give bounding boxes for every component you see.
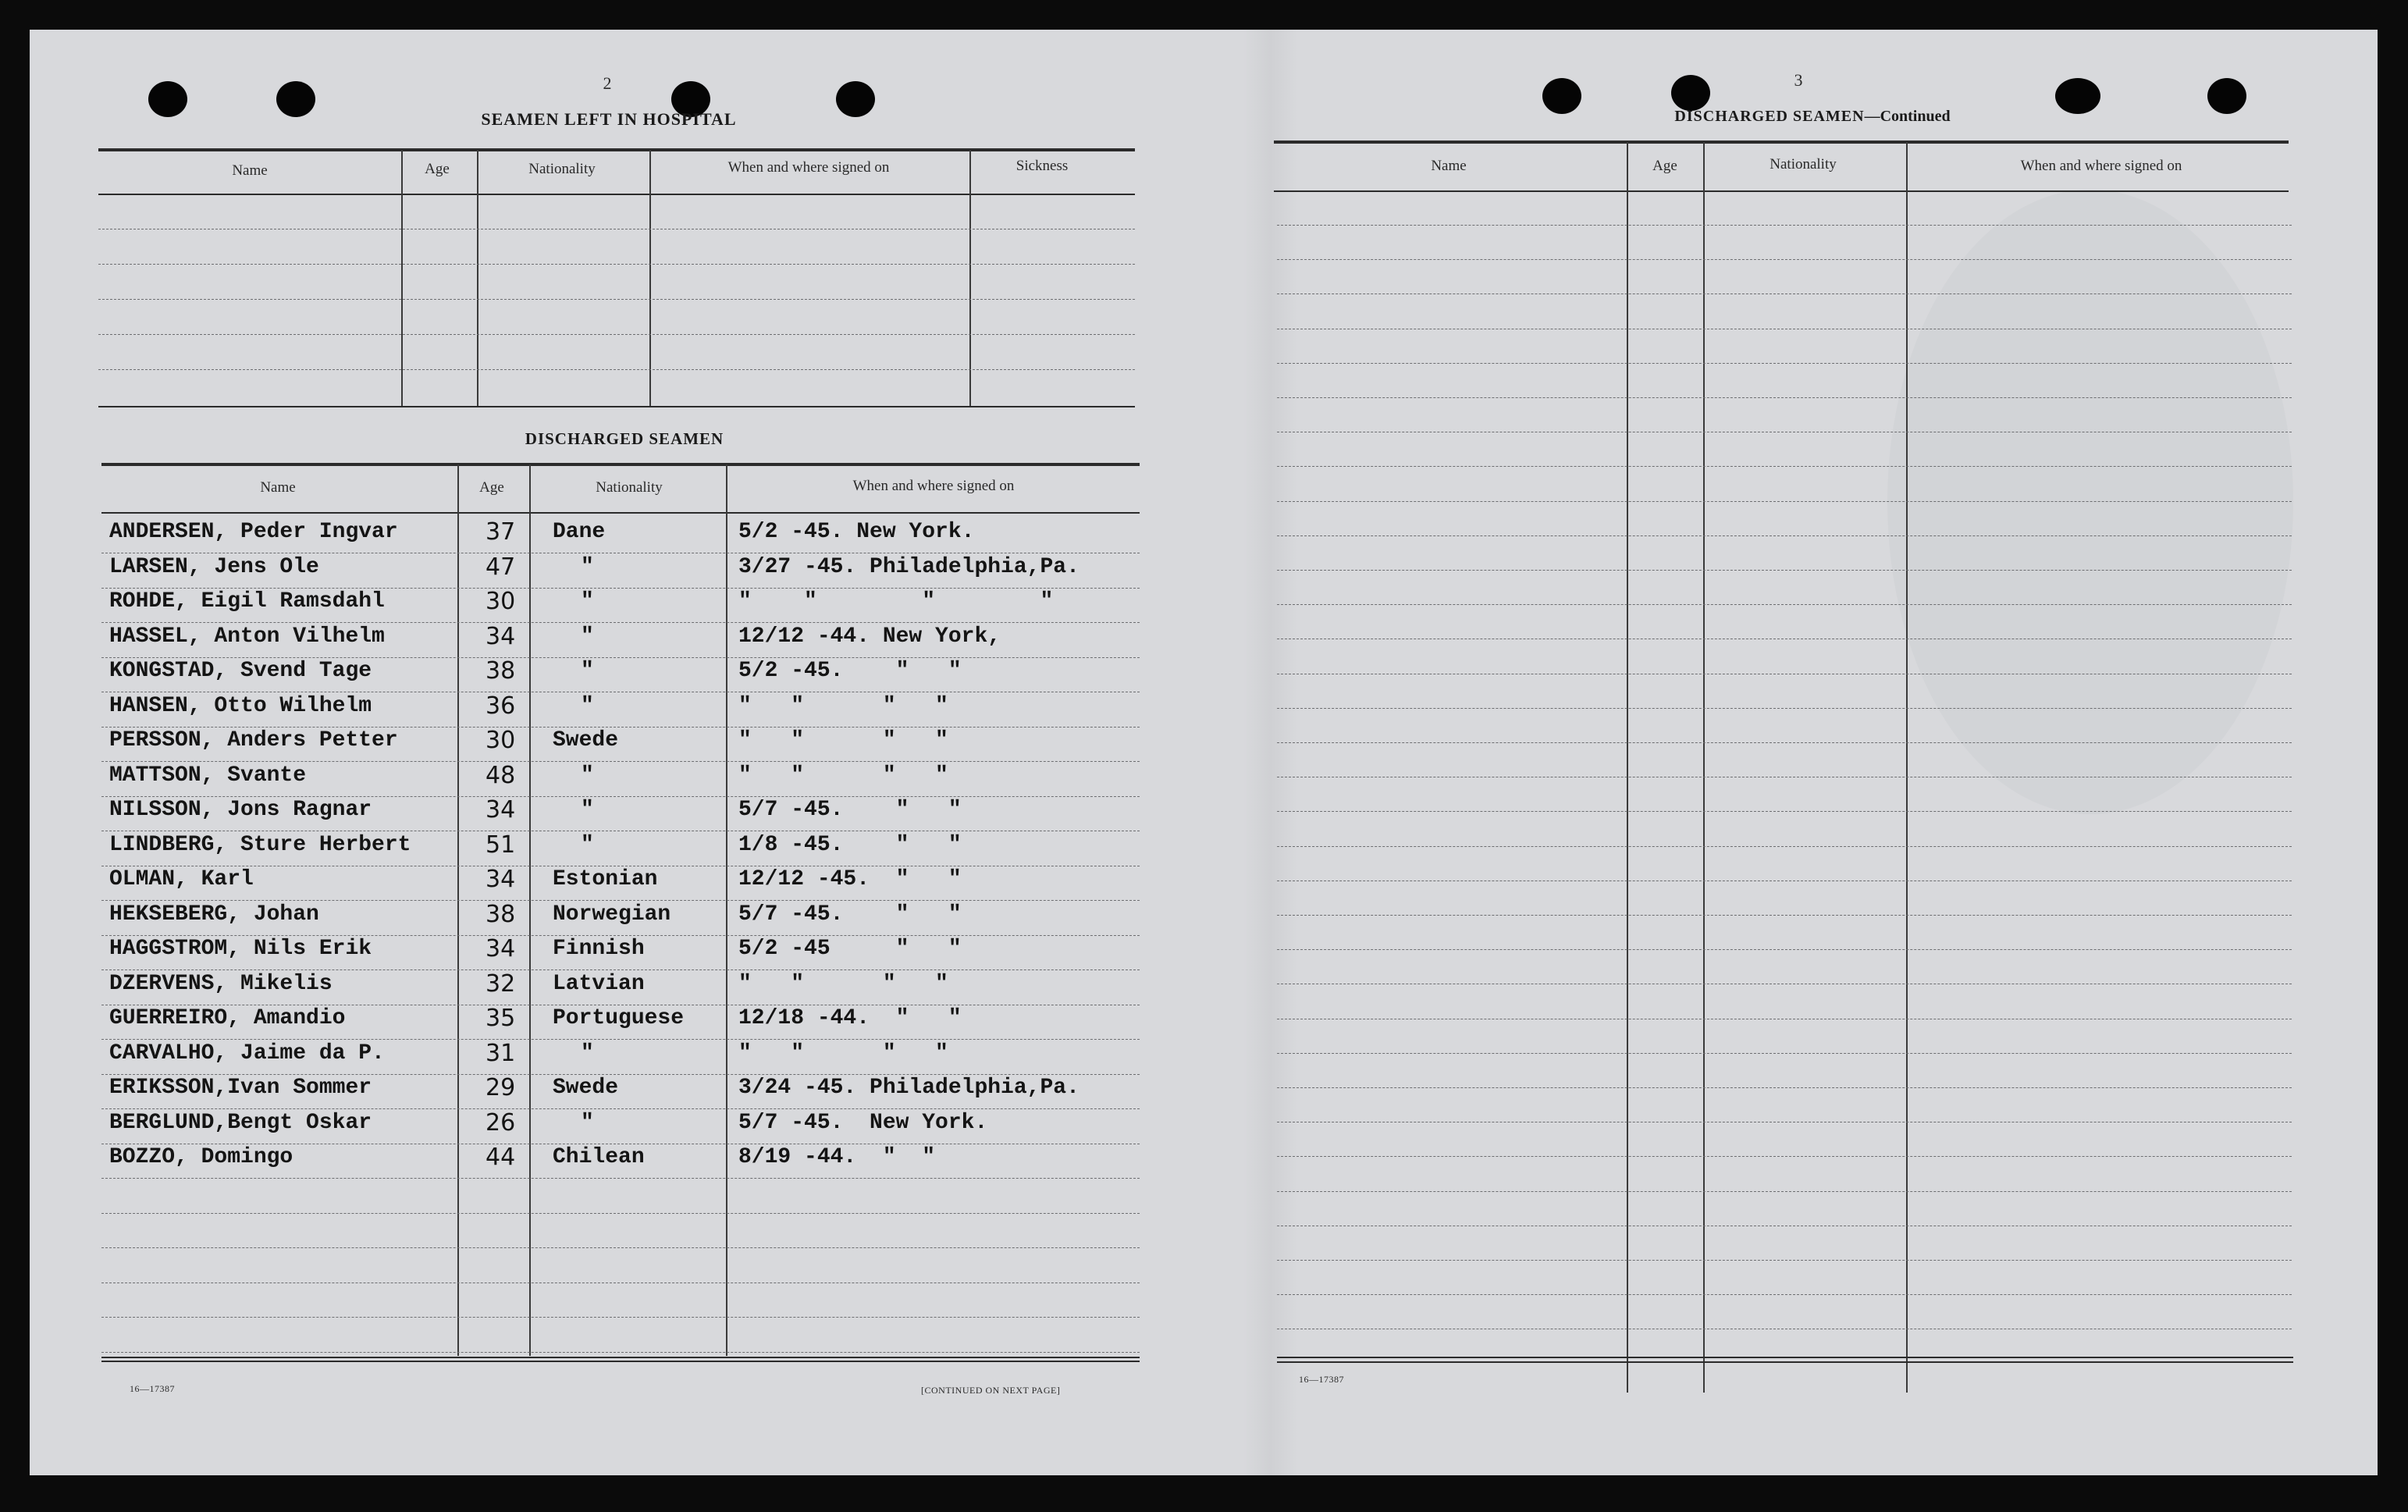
column-header-age: Age bbox=[425, 161, 450, 177]
column-header-nationality: Nationality bbox=[596, 479, 663, 496]
punch-hole bbox=[1671, 75, 1710, 111]
seaman-nationality: " bbox=[581, 589, 594, 614]
seaman-name: KONGSTAD, Svend Tage bbox=[109, 659, 372, 683]
ruling-line bbox=[101, 935, 1140, 936]
seaman-name: ROHDE, Eigil Ramsdahl bbox=[109, 589, 385, 614]
seaman-age: 47 bbox=[486, 553, 516, 581]
seaman-age: 34 bbox=[486, 623, 516, 650]
ruling-line bbox=[101, 1213, 1140, 1214]
signed-on: " " " " bbox=[738, 763, 948, 788]
signed-on: 8/19 -44. " " bbox=[738, 1145, 936, 1169]
signed-on: 5/2 -45. New York. bbox=[738, 520, 975, 544]
signed-on: 3/27 -45. Philadelphia,Pa. bbox=[738, 555, 1080, 579]
seaman-age: 51 bbox=[486, 831, 516, 859]
ruling-line bbox=[101, 1074, 1140, 1075]
column-header-age: Age bbox=[479, 479, 504, 496]
column-header-name: Name bbox=[1431, 158, 1467, 174]
column-header-name: Name bbox=[260, 479, 296, 496]
seaman-nationality: " bbox=[581, 833, 594, 857]
signed-on: " " " " bbox=[738, 728, 948, 752]
seaman-nationality: Norwegian bbox=[553, 902, 671, 927]
seaman-nationality: " bbox=[581, 1111, 594, 1135]
signed-on: " " " " bbox=[738, 1041, 948, 1066]
seaman-age: 34 bbox=[486, 935, 516, 962]
ruling-line bbox=[101, 727, 1140, 728]
seaman-age: 29 bbox=[486, 1074, 516, 1101]
ruling-line bbox=[1277, 501, 2292, 502]
seaman-age: 34 bbox=[486, 866, 516, 893]
punch-hole bbox=[2055, 78, 2100, 114]
column-header-signed-on: When and where signed on bbox=[2020, 158, 2182, 174]
seaman-name: GUERREIRO, Amandio bbox=[109, 1006, 346, 1030]
seaman-nationality: Finnish bbox=[553, 937, 645, 961]
seaman-age: 31 bbox=[486, 1040, 516, 1067]
seaman-nationality: " bbox=[581, 694, 594, 718]
ruling-line bbox=[1277, 1191, 2292, 1192]
seaman-name: ANDERSEN, Peder Ingvar bbox=[109, 520, 398, 544]
seaman-name: HAGGSTROM, Nils Erik bbox=[109, 937, 372, 961]
seaman-nationality: " bbox=[581, 763, 594, 788]
seaman-name: HANSEN, Otto Wilhelm bbox=[109, 694, 372, 718]
seaman-age: 34 bbox=[486, 796, 516, 824]
seaman-name: OLMAN, Karl bbox=[109, 867, 254, 891]
seaman-age: 37 bbox=[486, 518, 516, 546]
seaman-age: 36 bbox=[486, 692, 516, 720]
ruling-line bbox=[1277, 1053, 2292, 1054]
signed-on: " " " " bbox=[738, 972, 948, 996]
signed-on: " " " " bbox=[738, 694, 948, 718]
ruling-line bbox=[101, 1247, 1140, 1248]
column-header-signed-on: When and where signed on bbox=[852, 478, 1015, 494]
continued-note: [CONTINUED ON NEXT PAGE] bbox=[921, 1385, 1061, 1396]
discharged-section-title: DISCHARGED SEAMEN bbox=[525, 429, 724, 448]
document-sheet bbox=[30, 30, 2378, 1475]
punch-hole bbox=[1542, 78, 1581, 114]
ruling-line bbox=[101, 1178, 1140, 1179]
ruling-line bbox=[1277, 225, 2292, 226]
seaman-nationality: " bbox=[581, 1041, 594, 1066]
signed-on: 1/8 -45. " " bbox=[738, 833, 962, 857]
signed-on: 5/7 -45. " " bbox=[738, 798, 962, 822]
punch-hole bbox=[148, 81, 187, 117]
seaman-name: HASSEL, Anton Vilhelm bbox=[109, 624, 385, 649]
seaman-age: 38 bbox=[486, 901, 516, 928]
signed-on: 12/12 -45. " " bbox=[738, 867, 962, 891]
column-header-nationality: Nationality bbox=[1770, 156, 1837, 173]
ruling-line bbox=[101, 657, 1140, 658]
seaman-name: ERIKSSON,Ivan Sommer bbox=[109, 1076, 372, 1100]
seaman-name: BOZZO, Domingo bbox=[109, 1145, 293, 1169]
seaman-name: LINDBERG, Sture Herbert bbox=[109, 833, 411, 857]
ruling-line bbox=[101, 900, 1140, 901]
hospital-section-title: SEAMEN LEFT IN HOSPITAL bbox=[481, 109, 737, 129]
seaman-nationality: Latvian bbox=[553, 972, 645, 996]
signed-on: 12/18 -44. " " bbox=[738, 1006, 962, 1030]
ruling-line bbox=[1277, 1087, 2292, 1088]
ruling-line bbox=[1277, 604, 2292, 605]
ruling-line bbox=[101, 1039, 1140, 1040]
discharged-continued-title bbox=[1674, 108, 1950, 126]
seaman-name: DZERVENS, Mikelis bbox=[109, 972, 333, 996]
seaman-name: BERGLUND,Bengt Oskar bbox=[109, 1111, 372, 1135]
ruling-line bbox=[1277, 742, 2292, 743]
column-header-signed-on: When and where signed on bbox=[727, 159, 890, 176]
ruling-line bbox=[101, 588, 1140, 589]
seaman-nationality: Estonian bbox=[553, 867, 658, 891]
ruling-line bbox=[101, 622, 1140, 623]
signed-on: 5/7 -45. " " bbox=[738, 902, 962, 927]
punch-hole bbox=[2207, 78, 2246, 114]
seaman-age: 48 bbox=[486, 762, 516, 789]
page-number: 2 bbox=[603, 73, 612, 93]
ruling-line bbox=[1277, 1294, 2292, 1295]
ruling-line bbox=[101, 1317, 1140, 1318]
seaman-nationality: Swede bbox=[553, 1076, 619, 1100]
signed-on: 3/24 -45. Philadelphia,Pa. bbox=[738, 1076, 1080, 1100]
title-main: DISCHARGED SEAMEN bbox=[1674, 108, 1865, 125]
seaman-name: LARSEN, Jens Ole bbox=[109, 555, 319, 579]
ruling-line bbox=[1277, 1156, 2292, 1157]
ruling-line bbox=[101, 761, 1140, 762]
seaman-name: HEKSEBERG, Johan bbox=[109, 902, 319, 927]
seaman-age: 32 bbox=[486, 970, 516, 998]
ruling-line bbox=[101, 969, 1140, 970]
seaman-nationality: " bbox=[581, 659, 594, 683]
seaman-name: MATTSON, Svante bbox=[109, 763, 307, 788]
signed-on: 12/12 -44. New York, bbox=[738, 624, 1001, 649]
seaman-name: PERSSON, Anders Petter bbox=[109, 728, 398, 752]
ruling-line bbox=[1277, 570, 2292, 571]
form-number: 16—17387 bbox=[130, 1383, 175, 1394]
column-header-name: Name bbox=[232, 162, 268, 179]
ruling-line bbox=[1277, 846, 2292, 847]
seaman-age: 35 bbox=[486, 1005, 516, 1032]
ruling-line bbox=[101, 796, 1140, 797]
punch-hole bbox=[836, 81, 875, 117]
ruling-line bbox=[101, 1352, 1140, 1353]
seaman-nationality: " bbox=[581, 624, 594, 649]
title-suffix: —Continued bbox=[1864, 108, 1951, 125]
seaman-name: NILSSON, Jons Ragnar bbox=[109, 798, 372, 822]
seaman-nationality: Swede bbox=[553, 728, 619, 752]
seaman-age: 44 bbox=[486, 1144, 516, 1171]
signed-on: 5/2 -45 " " bbox=[738, 937, 962, 961]
column-header-age: Age bbox=[1652, 158, 1677, 174]
seaman-name: CARVALHO, Jaime da P. bbox=[109, 1041, 385, 1066]
ruling-line bbox=[1277, 811, 2292, 812]
ruling-line bbox=[101, 1108, 1140, 1109]
seaman-nationality: Dane bbox=[553, 520, 606, 544]
form-number: 16—17387 bbox=[1299, 1374, 1344, 1385]
column-header-nationality: Nationality bbox=[528, 161, 596, 177]
seaman-nationality: " bbox=[581, 555, 594, 579]
ruling-line bbox=[1277, 397, 2292, 398]
seaman-nationality: Portuguese bbox=[553, 1006, 685, 1030]
column-header-sickness: Sickness bbox=[1015, 158, 1069, 174]
signed-on: 5/7 -45. New York. bbox=[738, 1111, 988, 1135]
seaman-nationality: " bbox=[581, 798, 594, 822]
page-number: 3 bbox=[1794, 70, 1803, 90]
seaman-nationality: Chilean bbox=[553, 1145, 645, 1169]
signed-on: " " " " bbox=[738, 589, 1054, 614]
ruling-line bbox=[1277, 535, 2292, 536]
ruling-line bbox=[1277, 363, 2292, 364]
signed-on: 5/2 -45. " " bbox=[738, 659, 962, 683]
seaman-age: 26 bbox=[486, 1109, 516, 1137]
seaman-age: 38 bbox=[486, 657, 516, 685]
ruling-line bbox=[1277, 466, 2292, 467]
ruling-line bbox=[1277, 1260, 2292, 1261]
ruling-line bbox=[1277, 949, 2292, 950]
punch-hole bbox=[276, 81, 315, 117]
seaman-age: 30 bbox=[486, 727, 516, 754]
ruling-line bbox=[1277, 915, 2292, 916]
ruling-line bbox=[1277, 708, 2292, 709]
page-gutter bbox=[1243, 30, 1298, 1475]
ruling-line bbox=[1277, 259, 2292, 260]
seaman-age: 30 bbox=[486, 588, 516, 615]
